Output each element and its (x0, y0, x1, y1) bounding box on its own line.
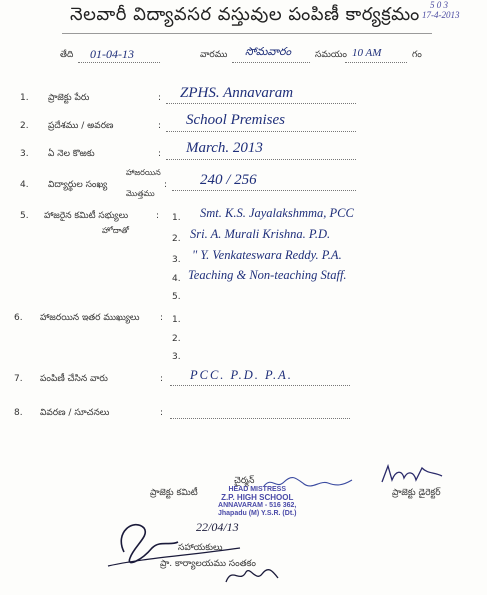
row-2-colon: : (158, 121, 162, 131)
title-underline (62, 33, 432, 34)
member-5-number: 5. (172, 292, 181, 302)
day-value: సోమవారం (245, 46, 292, 58)
member-3-value: " Y. Venkateswara Reddy. P.A. (192, 248, 342, 262)
committee-colon: : (156, 211, 160, 221)
chairman-label: చైర్మన్ (234, 476, 255, 486)
remarks-dotline (170, 418, 350, 419)
member-4-number: 4. (172, 274, 181, 284)
row-1-colon: : (158, 93, 162, 103)
day-dotline (232, 62, 310, 63)
form-title: నెలవారీ విద్యావసర వస్తువుల పంపిణీ కార్యక్రమం (70, 4, 420, 25)
date-dotline (78, 62, 160, 63)
row-3-value: March. 2013 (186, 140, 263, 156)
time-suffix: గం (412, 50, 422, 60)
member-2-number: 2. (172, 234, 181, 244)
row-1-dotline (166, 103, 356, 104)
director-label: ప్రాజెక్టు డైరెక్టర్ (392, 488, 441, 498)
row-4-label-top: హాజరయిన (126, 168, 161, 177)
row-4-value: 240 / 256 (200, 172, 257, 188)
row-2-value: School Premises (186, 112, 286, 128)
row-4-label: విద్యార్థుల సంఖ్య (48, 180, 108, 190)
row-3-dotline (166, 159, 356, 160)
row-2-number: 2. (20, 121, 29, 131)
time-dotline (345, 62, 407, 63)
member-4-value: Teaching & Non-teaching Staff. (188, 268, 347, 282)
committee-sub-label: హోదాతో (102, 226, 129, 235)
row-7-number: 7. (14, 374, 23, 384)
member-1-number: 1. (172, 213, 181, 223)
row-4-dotline (172, 190, 356, 191)
distributed-value: PCC. P.D. P.A. (190, 368, 293, 382)
committee-label: హాజరైన కమిటీ సభ్యులు (44, 211, 129, 221)
date-value: 01-04-13 (90, 47, 134, 61)
stamp-line-2: Z.P. HIGH SCHOOL (221, 493, 294, 502)
row-8-number: 8. (14, 408, 23, 418)
remarks-colon: : (160, 408, 164, 418)
row-3-number: 3. (20, 149, 29, 159)
distributed-label: పంపిణీ చేసిన వారు (40, 374, 108, 384)
others-label: హాజరయిన ఇతర ముఖ్యులు (40, 313, 140, 323)
others-item-2: 2. (172, 334, 181, 344)
member-2-value: Sri. A. Murali Krishna. P.D. (190, 227, 331, 241)
signature-date: 22/04/13 (196, 520, 239, 534)
committee-footer-label: ప్రాజెక్టు కమిటీ (150, 488, 198, 498)
stamp-line-4: Jhapadu (M) Y.S.R. (Dt.) (218, 510, 297, 517)
row-1-value: ZPHS. Annavaram (180, 85, 294, 101)
row-1-label: ప్రాజెక్టు పేరు (48, 93, 90, 103)
remarks-label: వివరణ / సూచనలు (40, 408, 110, 418)
row-5-number: 5. (20, 211, 29, 221)
row-3-label: ఏ నెల కొఱకు (48, 149, 95, 159)
row-4-colon: : (164, 180, 168, 190)
stamp-line-3: ANNAVARAM - 516 362, (218, 502, 297, 509)
distributed-colon: : (160, 374, 164, 384)
row-3-colon: : (158, 149, 162, 159)
date-label: తేది (60, 50, 74, 60)
director-signature (378, 460, 448, 488)
corner-note-date: 17-4-2013 (422, 10, 460, 20)
distributed-dotline (170, 385, 350, 386)
day-label: వారము (200, 50, 228, 60)
row-6-number: 6. (14, 313, 23, 323)
others-colon: : (160, 313, 164, 323)
row-4-label-bottom: మొత్తము (126, 189, 155, 198)
row-1-number: 1. (20, 93, 29, 103)
row-2-label: ప్రదేశము / అవరణ (48, 121, 114, 131)
time-value: 10 AM (352, 47, 382, 59)
member-1-value: Smt. K.S. Jayalakshmma, PCC (200, 206, 354, 220)
corner-note-number: 5 0 3 (430, 0, 448, 10)
row-2-dotline (166, 131, 356, 132)
row-4-number: 4. (20, 180, 29, 190)
assistant-label: సహాయకులు (178, 543, 223, 553)
stamp-line-1: HEAD MISTRESS (228, 486, 286, 493)
office-signature (222, 562, 282, 588)
others-item-1: 1. (172, 315, 181, 325)
time-label: సమయం (315, 50, 347, 60)
office-signature-label: ప్రా. కార్యాలయము సంతకం (160, 559, 256, 569)
others-item-3: 3. (172, 352, 181, 362)
member-3-number: 3. (172, 255, 181, 265)
